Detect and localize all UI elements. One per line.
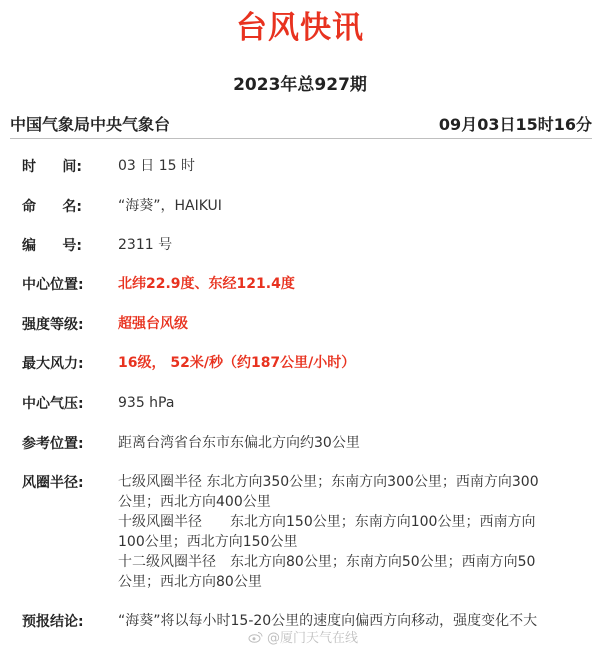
page-title: 台风快讯 <box>236 10 364 46</box>
field-label: 中心气压: <box>22 396 84 412</box>
agency-header <box>10 110 592 139</box>
field-value: 03 日 15 时 <box>118 158 195 174</box>
field-label: 参考位置: <box>22 436 84 452</box>
watermark-text: @厦门天气在线 <box>267 631 359 646</box>
field-value: 距离台湾省台东市东偏北方向约30公里 <box>118 435 360 451</box>
watermark <box>248 627 358 646</box>
wind-radius-line: 十级风圈半径 东北方向150公里；东南方向100公里；西南方向 <box>118 514 536 530</box>
issued-time: 09月03日15时16分 <box>438 115 592 134</box>
field-value: 2311 号 <box>118 237 173 253</box>
wind-radius-line: 七级风圈半径 东北方向350公里；东南方向300公里；西南方向300 <box>118 474 539 490</box>
field-label: 强度等级: <box>22 317 84 333</box>
agency-name: 中国气象局中央气象台 <box>10 115 171 134</box>
field-value: 北纬22.9度、东经121.4度 <box>118 276 295 292</box>
wind-radius-line: 100公里；西北方向150公里 <box>118 534 298 550</box>
wind-radius-line: 公里；西北方向400公里 <box>118 494 271 510</box>
weibo-icon <box>248 631 263 643</box>
field-value: “海葵”将以每小时15-20公里的速度向偏西方向移动，强度变化不大 <box>118 613 538 629</box>
field-label: 风圈半径: <box>22 475 84 491</box>
issue-number: 2023年总927期 <box>233 75 367 95</box>
field-value: 超强台风级 <box>118 316 188 332</box>
field-value: 16级， 52米/秒（约187公里/小时） <box>118 355 356 371</box>
field-value: “海葵”，HAIKUI <box>118 198 222 214</box>
field-label: 命 名: <box>22 199 82 215</box>
wind-radius-line: 公里；西北方向80公里 <box>118 574 262 590</box>
wind-radius-line: 十二级风圈半径 东北方向80公里；东南方向50公里；西南方向50 <box>118 554 536 570</box>
field-label: 编 号: <box>22 238 82 254</box>
field-value: 935 hPa <box>118 395 175 411</box>
field-label: 预报结论: <box>22 614 84 630</box>
field-value <box>118 472 586 592</box>
field-label: 中心位置: <box>22 277 84 293</box>
field-label: 时 间: <box>22 159 82 175</box>
field-label: 最大风力: <box>22 356 84 372</box>
